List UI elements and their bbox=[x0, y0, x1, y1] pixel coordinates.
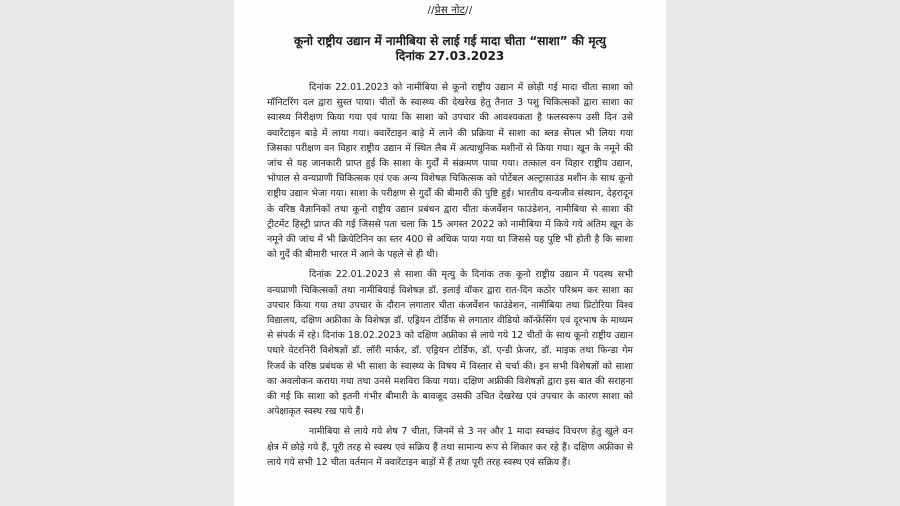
document-body bbox=[267, 80, 633, 470]
document-date: दिनांक 27.03.2023 bbox=[395, 49, 505, 63]
press-note-header bbox=[234, 2, 666, 16]
press-note-label: प्रेस नोट bbox=[434, 5, 466, 16]
document-page bbox=[234, 0, 666, 506]
document-title: कूनो राष्ट्रीय उद्यान में नामीबिया से लाई गई मादा चीता “साशा” की मृत्यु bbox=[294, 34, 606, 48]
paragraph-3: नामीबिया से लाये गये शेष 7 चीता, जिनमें से 3 नर और 1 मादा स्वच्छंद विचरण हेतु खुले वन क्षेत्र में छोड़े गये हैं, पूरी तरह से स्वस्थ एवं सक्रिय हैं तथा सामान्य रूप से शिकार कर रहे हैं। दक्षिण अफ्रीका से लाये गये सभी 12 चीता वर्तमान में क्वारेंटाइन बाड़ों में हैं तथा पूरी तरह स्वस्थ एवं सक्रिय हैं। bbox=[267, 426, 633, 468]
paragraph-1: दिनांक 22.01.2023 को नामीबिया से कूनो राष्ट्रीय उद्यान में छोड़ी गई मादा चीता साशा को मॉनिटरिंग दल द्वारा सुस्त पाया। चीतों के स्वास्थ्य की देखरेख हेतु तैनात 3 पशु चिकित्सकों द्वारा साशा का स्वास्थ्य निरीक्षण किया गया एवं पाया कि साशा को उपचार की आवश्यकता है फलस्वरूप उसी दिन उसे क्वारेंटाइन बाड़े में लाया गया। क्वारेंटाइन बाड़े में लाने की प्रक्रिया में साशा का ब्लड सेंपल भी लिया गया जिसका परीक्षण वन विहार राष्ट्रीय उद्यान में स्थित लैब में अत्याधुनिक मशीनों से किया गया। खून के नमूने की जांच से यह जानकारी प्राप्त हुई कि साशा के गुर्दों में संक्रमण पाया गया। तत्काल वन विहार राष्ट्रीय उद्यान, भोपाल से वन्यप्राणी चिकित्सक एवं एक अन्य विशेषज्ञ चिकित्सक को पोर्टेबल अल्ट्रासाउंड मशीन के साथ कूनो राष्ट्रीय उद्यान भेजा गया। साशा के परीक्षण से गुर्दों की बीमारी की पुष्टि हुई। भारतीय वन्यजीव संस्थान, देहरादून के वरिष्ठ वैज्ञानिकों तथा कूनो राष्ट्रीय उद्यान प्रबंधन द्वारा चीता कंजर्वेशन फाउंडेशन, नामीबिया से साशा की ट्रीटमेंट हिस्ट्री प्राप्त की गई जिससे पता चला कि 15 अगस्त 2022 को नामीबिया में किये गये अंतिम खून के नमूने की जांच में भी क्रियेटिनिन का स्तर 400 से अधिक पाया गया था जिससे यह पुष्टि भी होती है कि साशा को गुर्दे की बीमारी भारत में आने के पहले से ही थी। bbox=[267, 82, 633, 261]
header-prefix: // bbox=[427, 5, 435, 16]
header-suffix: // bbox=[465, 5, 473, 16]
paragraph-2: दिनांक 22.01.2023 से साशा की मृत्यु के दिनांक तक कूनो राष्ट्रीय उद्यान में पदस्थ सभी वन्यप्राणी चिकित्सकों तथा नामीबियाई विशेषज्ञ डॉ. इलाई वॉकर द्वारा रात-दिन कठोर परिश्रम कर साशा का उपचार किया गया तथा उपचार के दौरान लगातार चीता कंजर्वेशन फाउंडेशन, नामीबिया तथा प्रिटोरिया विश्व विद्यालय, दक्षिण अफ्रीका के विशेषज्ञ डॉ. एड्रियन टोर्डिफ से लगातार वीडियो कॉन्फ्रेंसिंग एवं दूरभाष के माध्यम से संपर्क में रहे। दिनांक 18.02.2023 को दक्षिण अफ्रीका से लाये गये 12 चीतों के साथ कूनो राष्ट्रीय उद्यान पधारे वेटरनिरी विशेषज्ञों डॉ. लॉरी मार्कर, डॉ. एड्रियन टोर्डिफ, डॉ. एन्डी फ्रेजर, डॉ. माइक तथा फिन्डा गेम रिजर्व के वरिष्ठ प्रबंधक से भी साशा के स्वास्थ्य के विषय में विस्तार से चर्चा की। इन सभी विशेषज्ञों को साशा का अवलोकन कराया गया तथा उनसे मशविरा किया गया। दक्षिण अफ्रीकी विशेषज्ञों द्वारा इस बात की सराहना की गई कि साशा को इतनी गंभीर बीमारी के बावजूद उसकी उचित देखरेख एवं उपचार के कारण साशा को अपेक्षाकृत स्वस्थ रख पाये हैं। bbox=[267, 269, 633, 418]
